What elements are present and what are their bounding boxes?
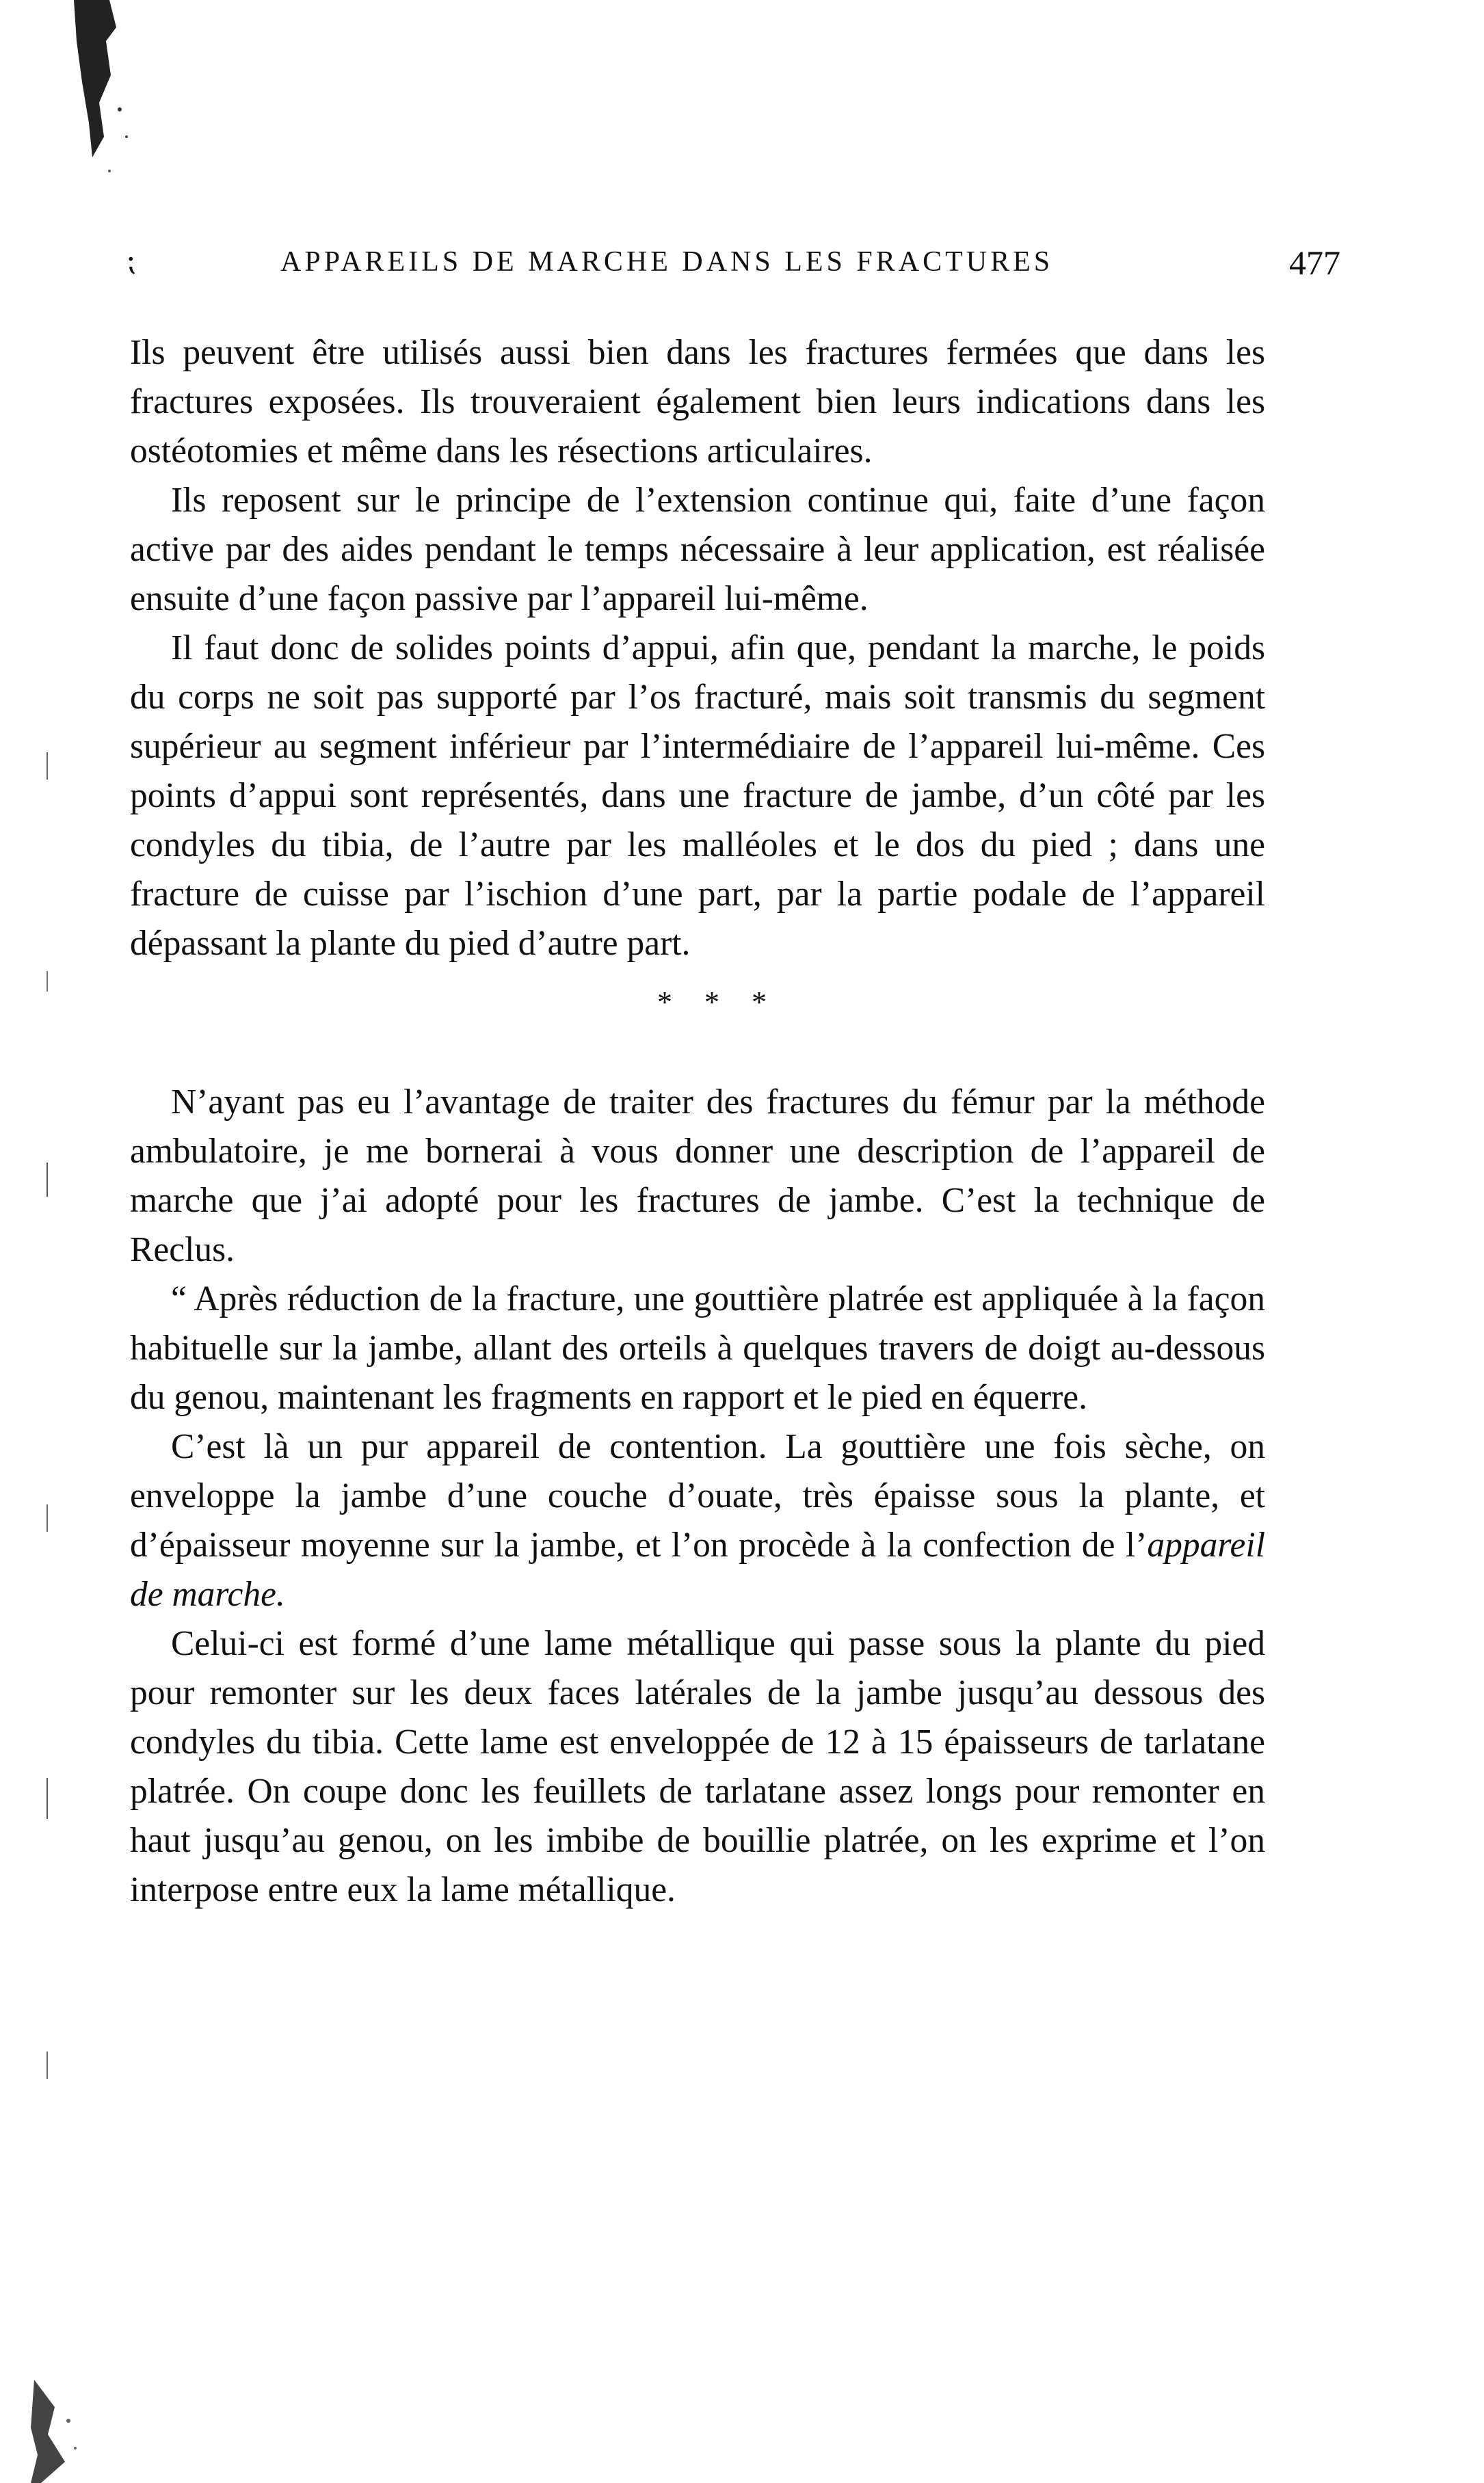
running-title: APPAREILS DE MARCHE DANS LES FRACTURES (280, 246, 1054, 278)
paragraph-6 (130, 1422, 1265, 1619)
paragraph-6-text: C’est là un pur appareil de contention. La gouttière une fois sèche, on enveloppe la jambe d’une couche d’ouate, très épaisse sous la plante, et d’épaisseur moyenne sur la jambe, et l’on procède à la confection de l’ (130, 1427, 1265, 1565)
header-marker: ⁏ (126, 243, 136, 278)
paragraph-3: Il faut donc de solides points d’appui, afin que, pendant la marche, le poids du corps ne soit pas supporté par l’os fracturé, mais soit transmis du segment supérieur au segment inférieur par l’intermédiaire de l’appareil lui-même. Ces points d’appui sont représentés, dans une fracture de jambe, d’un côté par les condyles du tibia, de l’autre par les malléoles et le dos du pied ; dans une fracture de cuisse par l’ischion d’une part, par la partie podale de l’appareil dépassant la plante du pied d’autre part. (130, 628, 1265, 963)
paragraph-4: N’ayant pas eu l’avantage de traiter des fractures du fémur par la méthode ambulatoire, je me bornerai à vous donner une description de l’appareil de marche que j’ai adopté pour les fractures de jambe. C’est la technique de Reclus. (130, 1083, 1265, 1269)
page-number: 477 (1289, 243, 1340, 282)
paragraph-7: Celui-ci est formé d’une lame métallique qui passe sous la plante du pied pour remonter sur les deux faces latérales de la jambe jusqu’au dessous des condyles du tibia. Cette lame est enveloppée de 12 à 15 épaisseurs de tarlatane platrée. On coupe donc les feuillets de tarlatane assez longs pour remonter en haut jusqu’au genou, on les imbibe de bouillie platrée, on les exprime et l’on interpose entre eux la lame métallique. (130, 1624, 1265, 1909)
page-header (109, 243, 1340, 284)
paragraph-1: Ils peuvent être utilisés aussi bien dans les fractures fermées que dans les fractures exposées. Ils trouveraient également bien leurs indications dans les ostéotomies et même dans les résections articulaires. (130, 333, 1265, 470)
paragraph-6-italic: appareil de marche. (130, 1526, 1265, 1614)
paragraph-5: “ Après réduction de la fracture, une gouttière platrée est appliquée à la façon habituelle sur la jambe, allant des orteils à quelques travers de doigt au-dessous du genou, maintenant les fragments en rapport et le pied en équerre. (130, 1279, 1265, 1417)
paragraph-2: Ils reposent sur le principe de l’extension continue qui, faite d’une façon active par des aides pendant le temps nécessaire à leur application, est réalisée ensuite d’une façon passive par l’appareil lui-même. (130, 481, 1265, 618)
scan-artifact-bottom (27, 2366, 96, 2483)
scan-edge-marks (41, 752, 55, 2257)
section-separator: * * * (657, 985, 779, 1019)
body-text (130, 328, 1265, 1915)
scan-artifact-top (68, 0, 150, 191)
